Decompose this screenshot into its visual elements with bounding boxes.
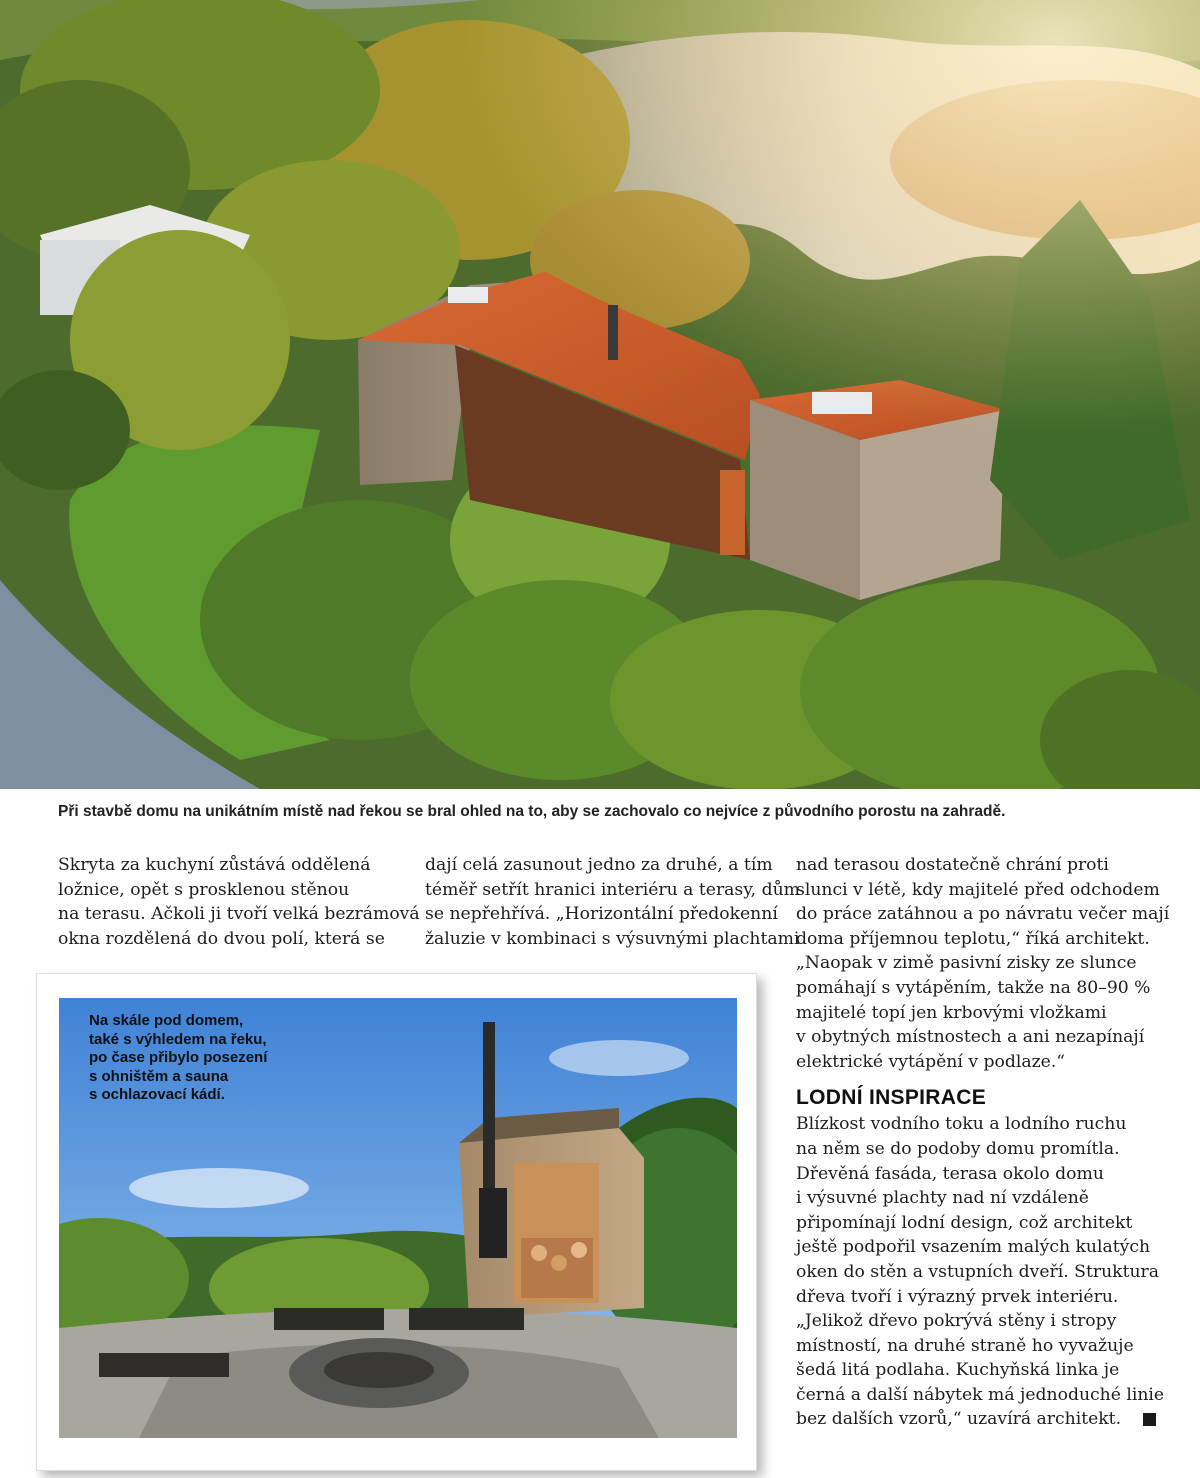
- inset-caption-line: po čase přibylo posezení: [89, 1049, 268, 1066]
- inset-caption-line: s ochlazovací kádí.: [89, 1086, 225, 1103]
- text-line: doma příjemnou teplotu,“ říká architekt.: [796, 928, 1150, 949]
- end-of-article-square-icon: [1143, 1413, 1156, 1426]
- text-line: černá a další nábytek má jednoduché linie: [796, 1384, 1165, 1405]
- text-line-last: [796, 1407, 1146, 1432]
- text-line: žaluzie v kombinaci s výsuvnými plachtami: [425, 928, 800, 949]
- section-heading: LODNÍ INSPIRACE: [796, 1086, 987, 1110]
- text-line: Blízkost vodního toku a lodního ruchu: [796, 1114, 1127, 1135]
- inset-caption-line: také s výhledem na řeku,: [89, 1030, 267, 1048]
- text-column-3: [796, 853, 1170, 1432]
- text-line: nad terasou dostatečně chrání proti: [796, 855, 1109, 875]
- text-line: místností, na druhé straně ho vyvažuje: [796, 1335, 1134, 1356]
- text-line: okna rozdělená do dvou polí, která se: [58, 928, 385, 949]
- text-line: „Jelikož dřevo pokrývá stěny i stropy: [796, 1311, 1117, 1332]
- text-line: majitelé topí jen krbovými vložkami: [796, 1002, 1107, 1023]
- text-line: v obytných místnostech a ani nezapínají: [796, 1027, 1145, 1048]
- inset-photo-frame: [36, 973, 757, 1471]
- hero-caption: Při stavbě domu na unikátním místě nad řekou se bral ohled na to, aby se zachovalo co nejvíce z původního porostu na zahradě.: [58, 803, 1006, 820]
- text-line: na terasu. Ačkoli ji tvoří velká bezrámová: [58, 904, 420, 925]
- text-line: Dřevěná fasáda, terasa okolo domu: [796, 1163, 1104, 1184]
- text-line: pomáhají s vytápěním, takže na 80–90 %: [796, 977, 1151, 998]
- text-line: „Naopak v zimě pasivní zisky ze slunce: [796, 953, 1137, 974]
- text-line: slunci v létě, kdy majitelé před odchodem: [796, 879, 1160, 900]
- inset-caption: [89, 1012, 329, 1105]
- text-line: se nepřehřívá. „Horizontální předokenní: [425, 904, 778, 925]
- text-line: ještě podpořil vsazením malých kulatých: [796, 1237, 1151, 1258]
- text-line-text: bez dalších vzorů,“ uzavírá architekt.: [796, 1409, 1122, 1430]
- text-column-1: [58, 853, 420, 951]
- text-line: dají celá zasunout jedno za druhé, a tím: [425, 855, 773, 875]
- text-line: oken do stěn a vstupních dveří. Struktura: [796, 1261, 1160, 1282]
- inset-caption-line: Na skále pod domem,: [89, 1012, 244, 1029]
- text-line: téměř setřít hranici interiéru a terasy, dům: [425, 879, 800, 900]
- text-line: šedá litá podlaha. Kuchyňská linka je: [796, 1360, 1120, 1381]
- text-line: elektrické vytápění v podlaze.“: [796, 1051, 1066, 1072]
- text-column-2: [425, 853, 800, 951]
- text-line: Skryta za kuchyní zůstává oddělená: [58, 855, 371, 875]
- text-line: připomínají lodní design, což architekt: [796, 1212, 1133, 1233]
- text-line: do práce zatáhnou a po návratu večer mají: [796, 904, 1170, 925]
- text-line: i výsuvné plachty nad ní vzdáleně: [796, 1188, 1089, 1209]
- text-line: na něm se do podoby domu promítla.: [796, 1138, 1120, 1159]
- text-line: ložnice, opět s prosklenou stěnou: [58, 879, 350, 900]
- text-line: dřeva tvoří i výrazný prvek interiéru.: [796, 1286, 1119, 1307]
- inset-caption-line: s ohništěm a sauna: [89, 1067, 229, 1085]
